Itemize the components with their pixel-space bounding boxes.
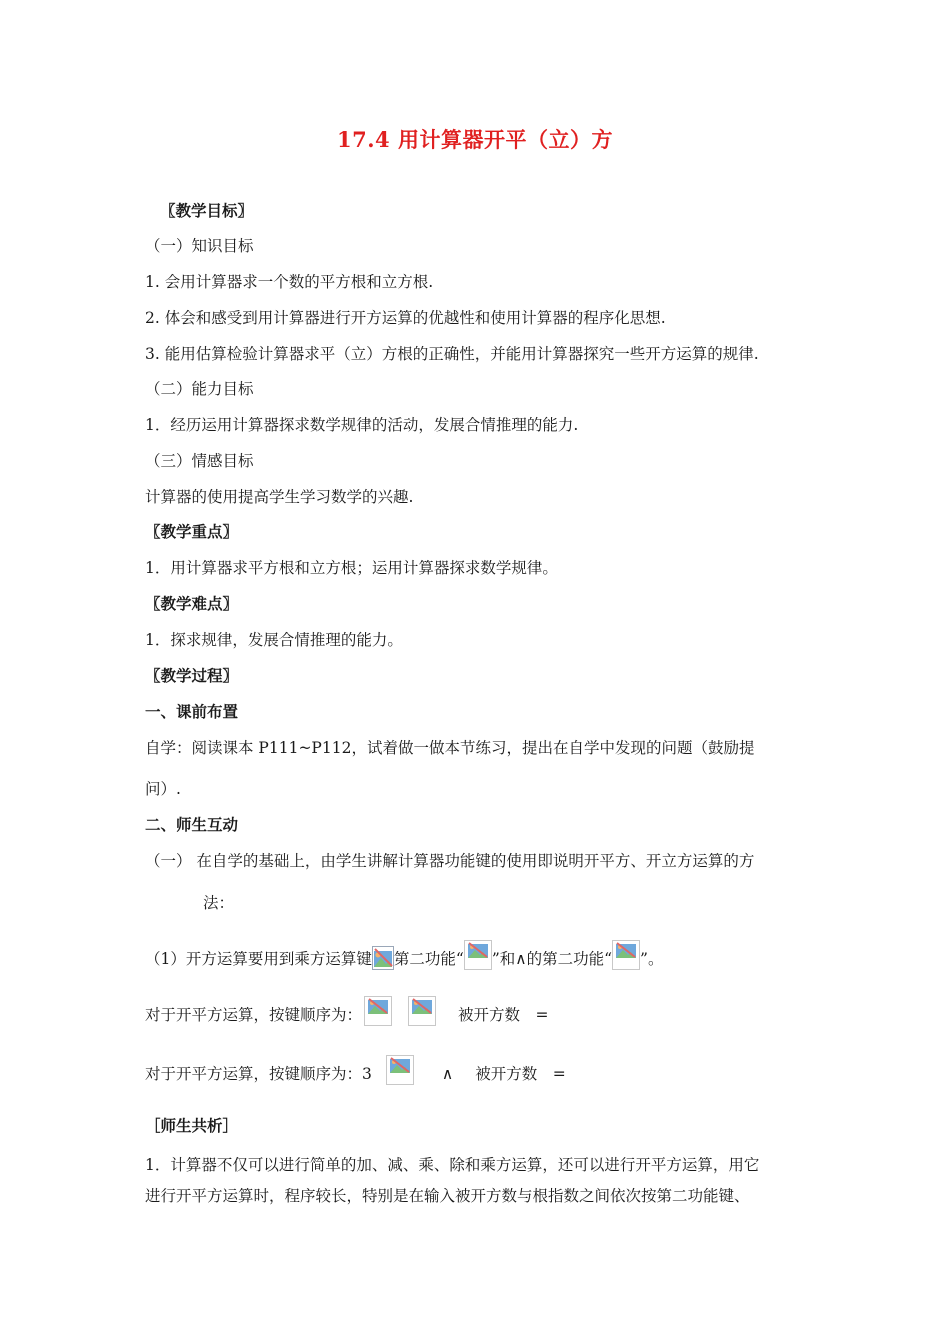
broken-image-icon bbox=[386, 1055, 414, 1085]
broken-image-icon bbox=[612, 940, 640, 970]
interaction-item-1-line-2: 法： bbox=[203, 894, 235, 912]
pre-class-text-2: 问）. bbox=[145, 780, 181, 798]
pre-class-heading: 一、课前布置 bbox=[145, 702, 239, 721]
operation-line bbox=[145, 940, 663, 970]
emotion-heading: （三）情感目标 bbox=[145, 452, 254, 470]
difficulty-heading: 〖教学难点〗 bbox=[145, 594, 239, 613]
operation-text-d: ”。 bbox=[640, 950, 664, 968]
analysis-heading: ［师生共析］ bbox=[145, 1116, 239, 1135]
broken-image-icon bbox=[464, 940, 492, 970]
operation-text-b: 第二功能“ bbox=[393, 950, 464, 968]
process-heading: 〖教学过程〗 bbox=[145, 666, 239, 685]
analysis-item-1-line-2: 进行开平方运算时，程序较长，特别是在输入被开方数与根指数之间依次按第二功能键、 bbox=[145, 1187, 750, 1205]
knowledge-item-2: 2. 体会和感受到用计算器进行开方运算的优越性和使用计算器的程序化思想. bbox=[145, 309, 666, 327]
operation-text-c: ”和∧的第二功能“ bbox=[491, 950, 613, 968]
goals-heading: 〖教学目标〗 bbox=[160, 201, 254, 220]
square-root-prefix: 对于开平方运算，按键顺序为： bbox=[145, 1006, 363, 1024]
knowledge-heading: （一）知识目标 bbox=[145, 237, 254, 255]
keypoint-heading: 〖教学重点〗 bbox=[145, 522, 239, 541]
knowledge-item-3: 3. 能用估算检验计算器求平（立）方根的正确性，并能用计算器探究一些开方运算的规律. bbox=[145, 345, 759, 363]
broken-image-icon bbox=[372, 946, 394, 970]
knowledge-item-1: 1. 会用计算器求一个数的平方根和立方根. bbox=[145, 273, 434, 291]
cube-root-caret: ∧ bbox=[441, 1065, 454, 1083]
difficulty-item-1: 1．探求规律，发展合情推理的能力。 bbox=[145, 631, 403, 649]
page-title: 17.4 用计算器开平（立）方 bbox=[337, 127, 613, 152]
cube-root-suffix: 被开方数 = bbox=[475, 1065, 566, 1083]
keypoint-item-1: 1．用计算器求平方根和立方根；运用计算器探求数学规律。 bbox=[145, 559, 558, 577]
cube-root-prefix: 对于开平方运算，按键顺序为：3 bbox=[145, 1065, 372, 1083]
broken-image-icon bbox=[408, 996, 436, 1026]
emotion-item-1: 计算器的使用提高学生学习数学的兴趣. bbox=[145, 488, 414, 506]
pre-class-text-1: 自学：阅读课本 P111~P112，试着做一做本节练习，提出在自学中发现的问题（鼓励提 bbox=[145, 739, 755, 757]
interaction-heading: 二、师生互动 bbox=[145, 815, 239, 834]
square-root-sequence bbox=[145, 996, 549, 1026]
square-root-suffix: 被开方数 = bbox=[458, 1006, 549, 1024]
analysis-item-1-line-1: 1．计算器不仅可以进行简单的加、减、乘、除和乘方运算，还可以进行开平方运算，用它 bbox=[145, 1156, 760, 1174]
broken-image-icon bbox=[364, 996, 392, 1026]
ability-heading: （二）能力目标 bbox=[145, 380, 254, 398]
operation-text-a: （1）开方运算要用到乘方运算键 bbox=[145, 950, 372, 968]
cube-root-sequence bbox=[145, 1055, 566, 1085]
interaction-item-1-line-1: （一） 在自学的基础上，由学生讲解计算器功能键的使用即说明开平方、开立方运算的方 bbox=[145, 852, 755, 870]
ability-item-1: 1．经历运用计算器探求数学规律的活动，发展合情推理的能力. bbox=[145, 416, 579, 434]
